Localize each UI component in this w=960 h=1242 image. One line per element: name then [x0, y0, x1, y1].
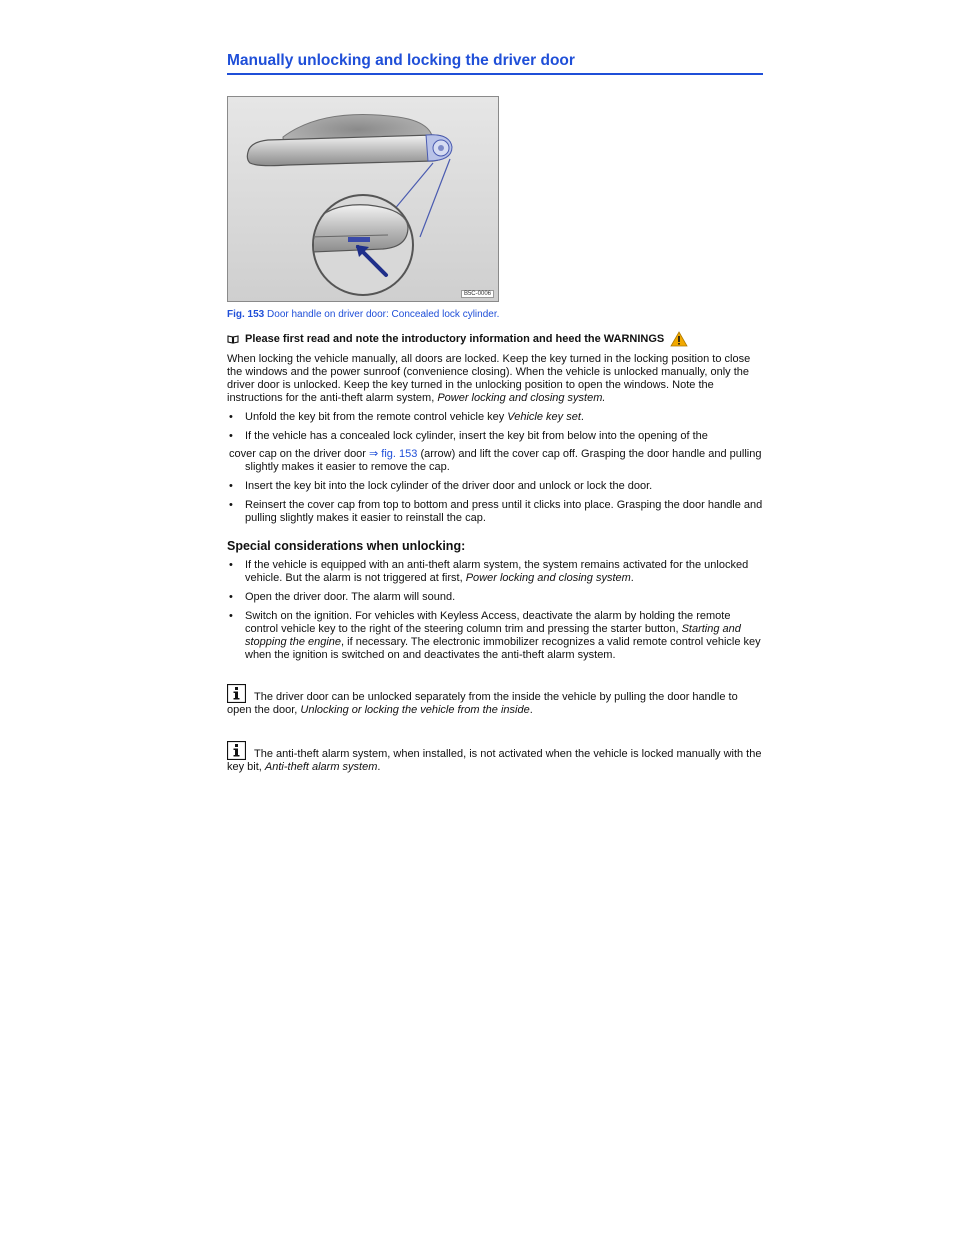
intro-text: When locking the vehicle manually, all doors are locked. Keep the key turned in the locking position to close the windows and the power sunroof (convenience closing). When the vehicle is unlocked manually, only the driver door is unlocked. Keep the key turned in the unlocking position to open the windows. Note the instructions for the anti-theft alarm system,: [227, 353, 751, 404]
intro-paragraph: [227, 353, 763, 405]
info-text: The driver door can be unlocked separately from the inside the vehicle by pulling the door handle to open the door,: [227, 691, 738, 716]
bullet-icon: •: [229, 430, 233, 442]
intro-link[interactable]: Power locking and closing system.: [437, 392, 606, 404]
figure-caption: [227, 309, 763, 320]
info-tail: .: [529, 704, 533, 716]
special-text: Switch on the ignition. For vehicles with Keyless Access, deactivate the alarm by holding the remote control vehicle key to the right of the steering column trim and pressing the starter button,: [245, 610, 731, 635]
step-tail: .: [580, 411, 584, 423]
bullet-icon: •: [229, 411, 233, 423]
door-handle-figure: [227, 96, 499, 302]
step-text-continued: cover cap on the driver door: [229, 448, 370, 460]
special-tail: .: [630, 572, 634, 584]
bullet-icon: •: [229, 559, 233, 571]
warning-icon[interactable]: [670, 331, 688, 347]
info-tail: .: [377, 761, 381, 773]
special-ref-link[interactable]: Starting and stopping the engine: [245, 623, 741, 648]
read-first-note: [227, 331, 763, 347]
step-item: [227, 411, 763, 424]
figure-label: Fig. 153: [227, 309, 265, 320]
bullet-icon: •: [229, 480, 233, 492]
step-item: [227, 480, 763, 493]
bullet-icon: •: [229, 610, 233, 622]
step-text: Reinsert the cover cap from top to bottom and press until it clicks into place. Grasping the door handle and pulling slightly makes it easier to reinstall the cap.: [245, 499, 763, 524]
read-note-text: Please first read and note the introductory information and heed the WARNINGS: [245, 333, 665, 345]
info-icon: [227, 684, 246, 703]
manual-page: [227, 52, 763, 774]
step-ref-link[interactable]: Vehicle key set: [507, 411, 581, 423]
page-title: Manually unlocking and locking the driver door: [227, 52, 763, 75]
info-ref-link[interactable]: Unlocking or locking the vehicle from the inside: [300, 704, 530, 716]
bullet-icon: •: [229, 591, 233, 603]
special-text: If the vehicle is equipped with an anti-theft alarm system, the system remains activated for the unlocked vehicle. But the alarm is not triggered at first,: [245, 559, 749, 584]
special-item: [227, 610, 763, 662]
info-text: The anti-theft alarm system, when installed, is not activated when the vehicle is locked manually with the key bit,: [227, 748, 762, 773]
step-item: [227, 430, 763, 474]
special-item: [227, 591, 763, 604]
special-ref-link[interactable]: Power locking and closing system: [465, 572, 631, 584]
special-heading: Special considerations when unlocking:: [227, 539, 466, 553]
door-handle-illustration: [228, 97, 498, 301]
step-text: If the vehicle has a concealed lock cylinder, insert the key bit from below into the opening of the: [245, 430, 708, 442]
info-ref-link[interactable]: Anti-theft alarm system: [264, 761, 378, 773]
special-text: Open the driver door. The alarm will sound.: [245, 591, 456, 603]
step-text: Insert the key bit into the lock cylinder of the driver door and unlock or lock the door.: [245, 480, 653, 492]
special-item: [227, 559, 763, 585]
step-item: [227, 499, 763, 525]
book-icon: [227, 335, 239, 344]
step-tail: (arrow) and lift the cover cap off. Grasping the door handle and pulling slightly makes it easier to remove the cap.: [245, 448, 762, 473]
figure-code: B5C-0006: [461, 290, 494, 298]
info-icon: [227, 741, 246, 760]
figure-caption-text: Door handle on driver door: Concealed lock cylinder.: [267, 309, 500, 320]
bullet-icon: •: [229, 499, 233, 511]
special-tail: , if necessary. The electronic immobilizer recognizes a valid remote control vehicle key when the ignition is switched on and deactivates the anti-theft alarm system.: [245, 636, 761, 661]
figure-ref-link[interactable]: ⇒ fig. 153: [369, 448, 418, 460]
info-note: [227, 684, 763, 717]
info-note: [227, 741, 763, 774]
step-text: Unfold the key bit from the remote control vehicle key: [245, 411, 508, 423]
